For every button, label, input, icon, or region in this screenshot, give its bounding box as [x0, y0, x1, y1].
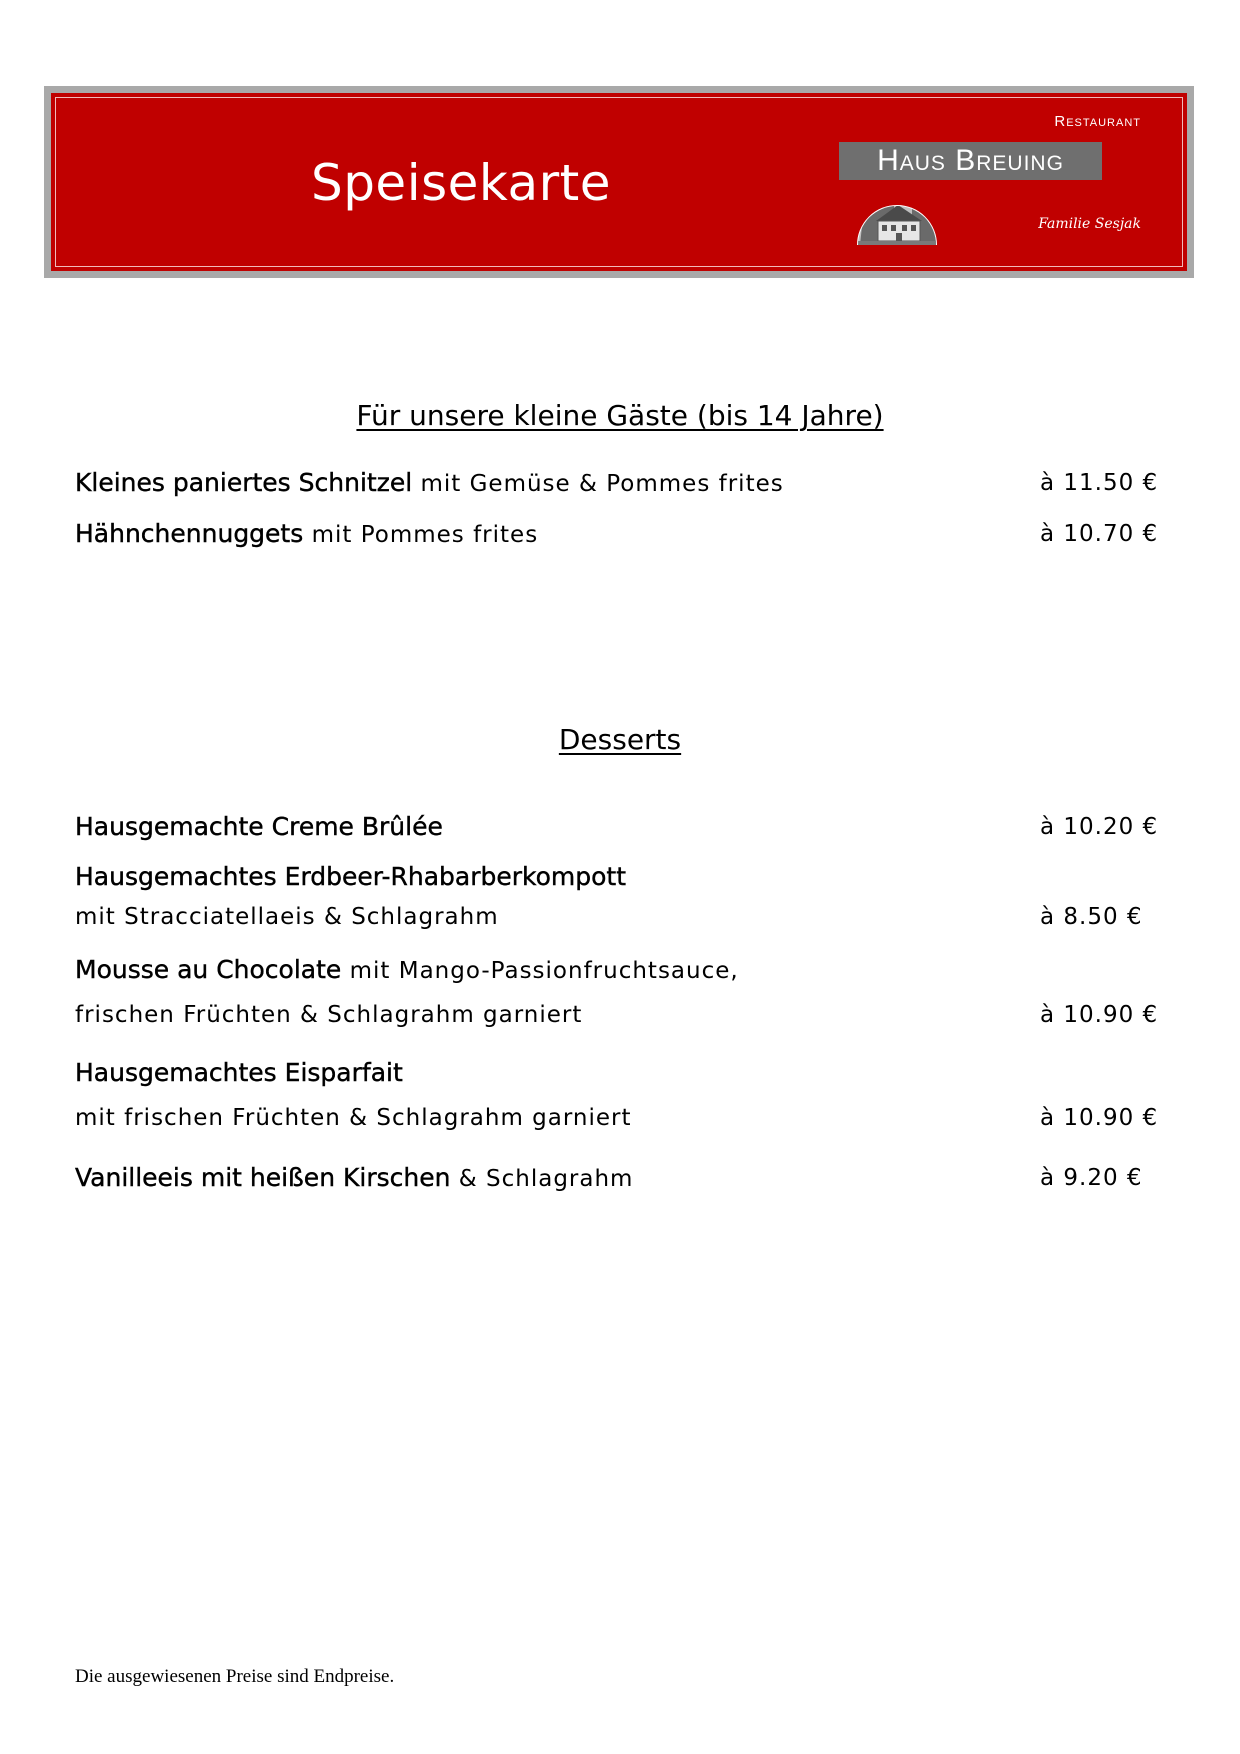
item-price: à 10.20 € [1040, 814, 1159, 840]
logo-restaurant-label: Restaurant [1054, 113, 1141, 130]
item-name: Hähnchennuggets [75, 519, 304, 548]
logo-family-signature: Familie Sesjak [1038, 216, 1141, 232]
item-price: à 8.50 € [1040, 904, 1143, 930]
item-name: Mousse au Chocolate [75, 955, 342, 984]
dessert-item-creme-brulee [75, 812, 443, 843]
item-name: Hausgemachtes Eisparfait [75, 1058, 403, 1087]
item-name: Hausgemachte Creme Brûlée [75, 812, 443, 841]
house-emblem-icon [856, 187, 938, 245]
item-description: mit Stracciatellaeis & Schlagrahm [75, 904, 499, 930]
header-banner-background [51, 93, 1187, 271]
price-footnote: Die ausgewiesenen Preise sind Endpreise. [75, 1666, 395, 1687]
item-price: à 10.90 € [1040, 1105, 1159, 1131]
item-description: & Schlagrahm [450, 1166, 634, 1192]
header-banner [44, 86, 1194, 278]
page-title: Speisekarte [310, 154, 612, 212]
kids-item-schnitzel [75, 468, 784, 499]
item-name: Vanilleeis mit heißen Kirschen [75, 1163, 451, 1192]
item-description: mit frischen Früchten & Schlagrahm garniert [75, 1105, 632, 1131]
dessert-item-eisparfait [75, 1058, 403, 1089]
kids-section-title: Für unsere kleine Gäste (bis 14 Jahre) [356, 399, 884, 432]
item-price: à 11.50 € [1040, 470, 1159, 496]
logo-name-box: Haus Breuing [839, 142, 1102, 180]
header-banner-inner [51, 93, 1187, 271]
dessert-item-kompott [75, 862, 626, 893]
item-description: mit Pommes frites [303, 522, 539, 548]
item-name: Hausgemachtes Erdbeer-Rhabarberkompott [75, 862, 627, 891]
dessert-item-mousse [75, 955, 739, 986]
dessert-item-mousse-description [75, 1000, 582, 1030]
item-price: à 9.20 € [1040, 1165, 1143, 1191]
item-price: à 10.90 € [1040, 1002, 1159, 1028]
item-price: à 10.70 € [1040, 521, 1159, 547]
item-description: mit Mango-Passionfruchtsauce, [341, 958, 739, 984]
kids-item-nuggets [75, 519, 538, 550]
dessert-item-eisparfait-description [75, 1103, 632, 1133]
item-name: Kleines paniertes Schnitzel [75, 468, 413, 497]
dessert-item-vanilleeis [75, 1163, 633, 1194]
item-description: frischen Früchten & Schlagrahm garniert [75, 1002, 583, 1028]
item-description: mit Gemüse & Pommes frites [412, 471, 784, 497]
dessert-item-kompott-description [75, 902, 499, 932]
desserts-section-title: Desserts [558, 723, 682, 756]
